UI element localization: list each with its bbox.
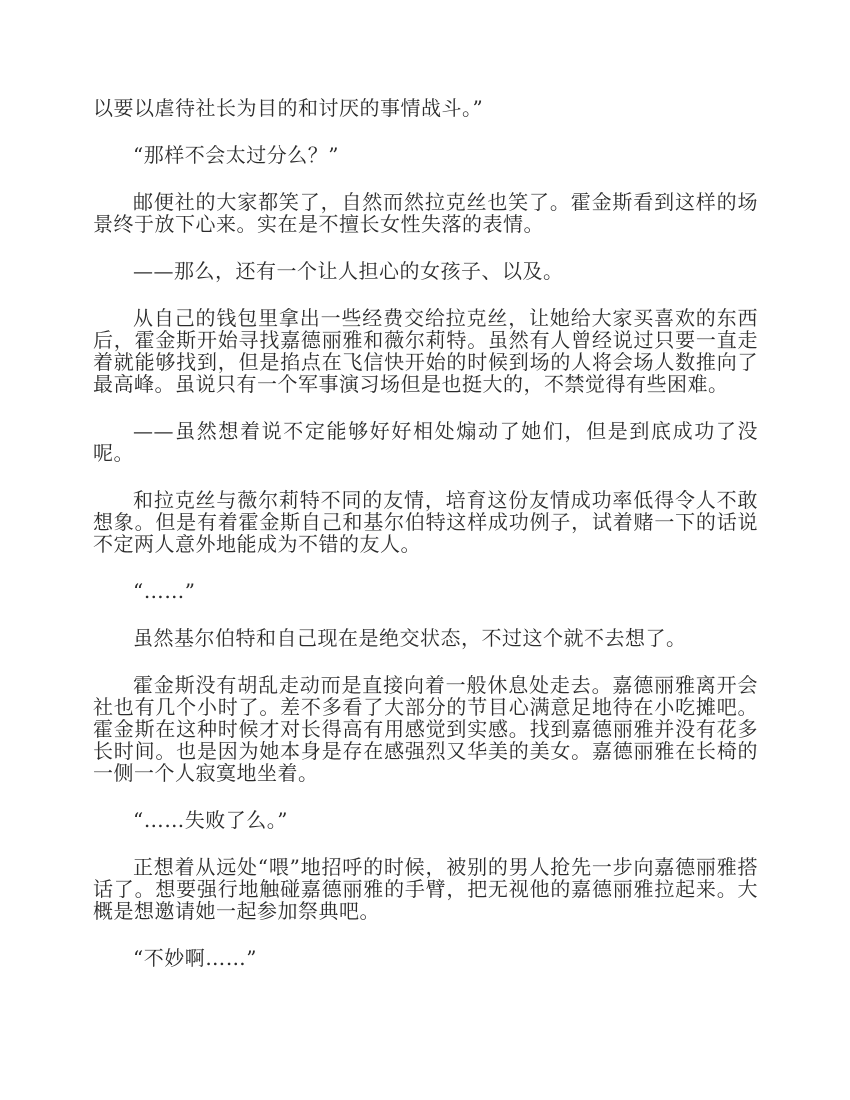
paragraph: 霍金斯没有胡乱走动而是直接向着一般休息处走去。嘉德丽雅离开会社也有几个小时了。差不多看了大部分的节目心满意足地待在小吃摊吧。霍金斯在这种时候才对长得高有用感觉到实感。找到嘉德丽雅并没有花多长时间。也是因为她本身是存在感强烈又华美的美女。嘉德丽雅在长椅的一侧一个人寂寞地坐着。: [93, 673, 758, 785]
paragraph: 以要以虐待社长为目的和讨厌的事情战斗。”: [93, 96, 484, 120]
paragraph: 虽然基尔伯特和自己现在是绝交状态，不过这个就不去想了。: [133, 626, 687, 650]
paragraph: ——那么，还有一个让人担心的女孩子、以及。: [133, 259, 564, 283]
paragraph: 正想着从远处“喂”地招呼的时候，被别的男人抢先一步向嘉德丽雅搭话了。想要强行地触碰嘉德丽雅的手臂，把无视他的嘉德丽雅拉起来。大概是想邀请她一起参加祭典吧。: [93, 855, 758, 923]
paragraph: 和拉克丝与薇尔莉特不同的友情，培育这份友情成功率低得令人不敢想象。但是有着霍金斯自己和基尔伯特这样成功例子，试着赌一下的话说不定两人意外地能成为不错的友人。: [93, 488, 758, 556]
paragraph: “那样不会太过分么？”: [133, 143, 339, 167]
paragraph: 从自己的钱包里拿出一些经费交给拉克丝，让她给大家买喜欢的东西后，霍金斯开始寻找嘉德丽雅和薇尔莉特。虽然有人曾经说过只要一直走着就能够找到，但是掐点在飞信快开始的时候到场的人将会场人数推向了最高峰。虽说只有一个军事演习场但是也挺大的，不禁觉得有些困难。: [93, 306, 758, 396]
text-block: [93, 97, 758, 969]
paragraph: “不妙啊……”: [133, 946, 257, 970]
paragraph: “……失败了么。”: [133, 808, 288, 832]
paragraph: 邮便社的大家都笑了，自然而然拉克丝也笑了。霍金斯看到这样的场景终于放下心来。实在是不擅长女性失落的表情。: [93, 190, 758, 236]
paragraph: ——虽然想着说不定能够好好相处煽动了她们，但是到底成功了没呢。: [93, 419, 758, 465]
paragraph: “……”: [133, 579, 196, 603]
